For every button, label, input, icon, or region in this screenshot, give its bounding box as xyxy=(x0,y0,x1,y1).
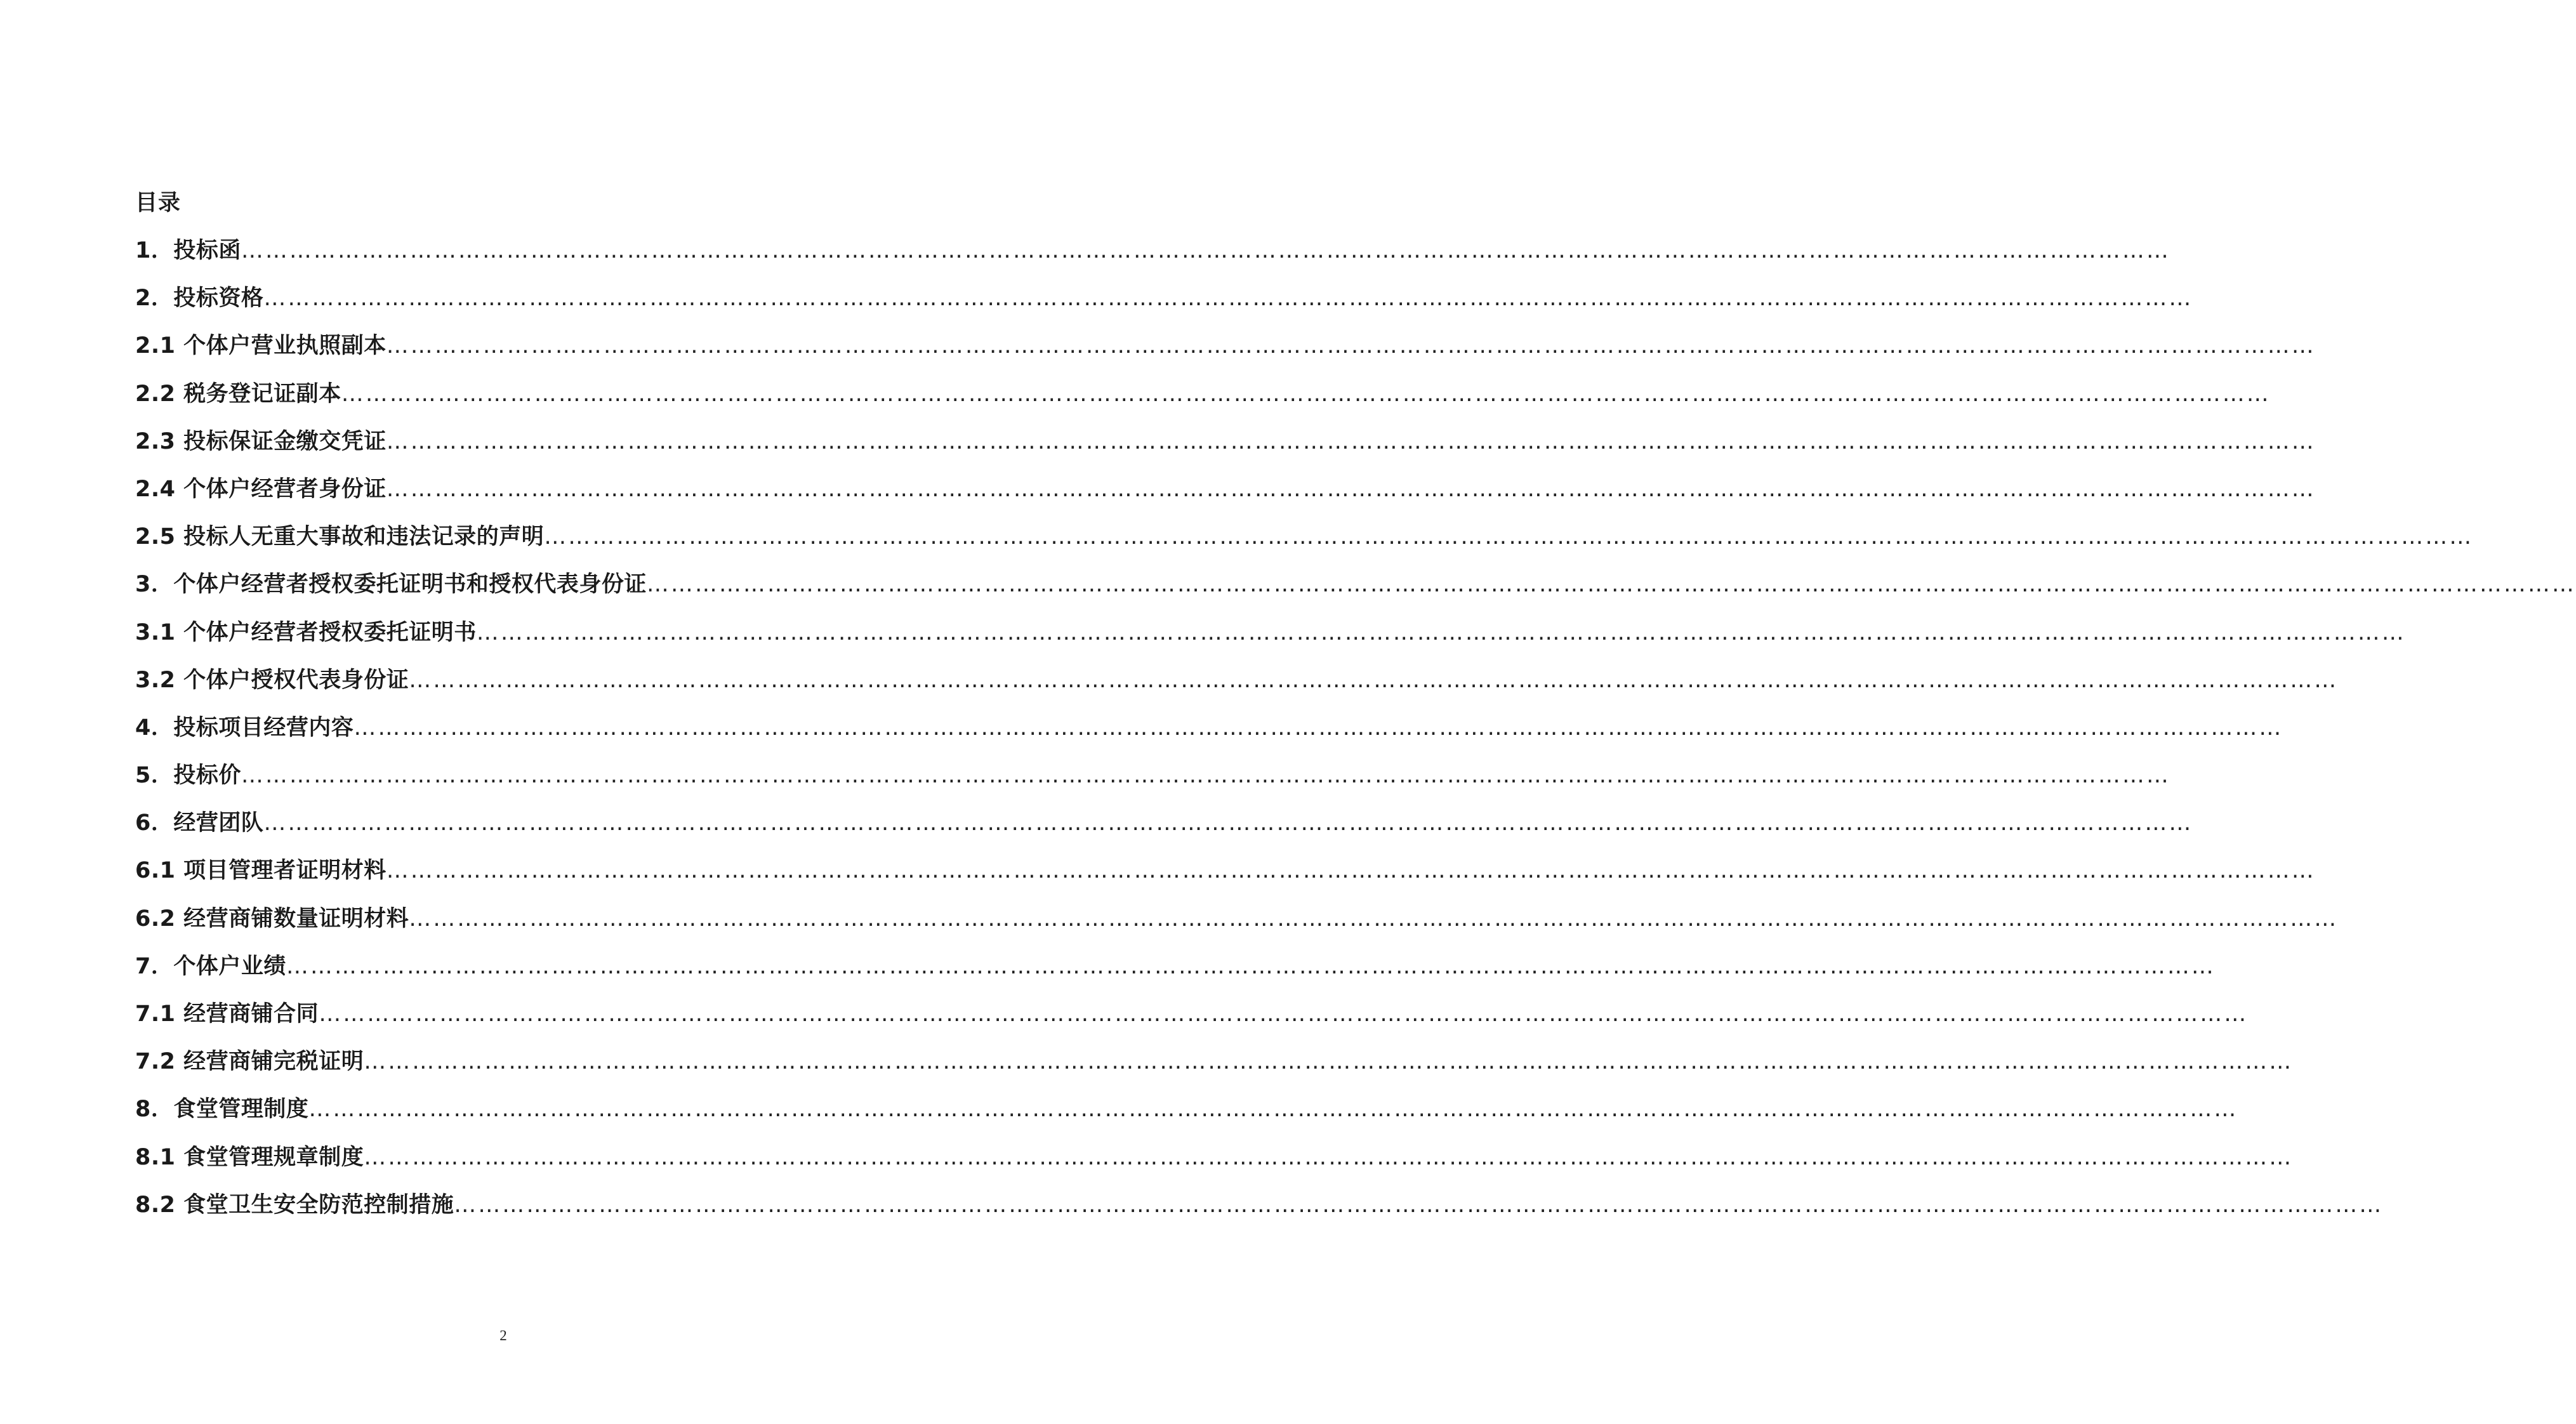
toc-entry xyxy=(135,561,2576,609)
toc-dot-leader: …………………………………………………………………………………………………………………………………………………………………………………………………………………… xyxy=(286,953,2216,979)
toc-dot-leader: …………………………………………………………………………………………………………………………………………………………………………………………………………………… xyxy=(308,1097,2238,1123)
toc-entry-label: 3．个体户经营者授权委托证明书和授权代表身份证 xyxy=(135,572,647,598)
toc-entry xyxy=(135,609,2406,657)
toc-entry-label: 8．食堂管理制度 xyxy=(135,1097,309,1123)
toc-dot-leader: …………………………………………………………………………………………………………………………………………………………………………………………………………………… xyxy=(646,572,2576,598)
toc-entry-label: 7．个体户业绩 xyxy=(135,953,286,979)
toc-dot-leader: …………………………………………………………………………………………………………………………………………………………………………………………………………………… xyxy=(263,810,2193,836)
toc-entry-label: 1．投标函 xyxy=(135,238,241,263)
toc-dot-leader: …………………………………………………………………………………………………………………………………………………………………………………………………………………… xyxy=(364,1144,2294,1170)
toc-dot-leader: …………………………………………………………………………………………………………………………………………………………………………………………………………………… xyxy=(263,286,2193,312)
toc-entry-label: 8.1 食堂管理规章制度 xyxy=(135,1144,364,1170)
toc-dot-leader: …………………………………………………………………………………………………………………………………………………………………………………………………………………… xyxy=(386,858,2316,884)
toc-dot-leader: …………………………………………………………………………………………………………………………………………………………………………………………………………………… xyxy=(409,906,2339,932)
toc-dot-leader: …………………………………………………………………………………………………………………………………………………………………………………………………………………… xyxy=(386,333,2316,359)
toc-entry-label: 2.1 个体户营业执照副本 xyxy=(135,333,386,359)
toc-entry xyxy=(135,895,2339,943)
toc-title: 目录 xyxy=(135,190,182,216)
toc-entry xyxy=(135,943,2216,991)
toc-entry-label: 3.1 个体户经营者授权委托证明书 xyxy=(135,619,477,645)
toc-entry-label: 4．投标项目经营内容 xyxy=(135,715,354,741)
toc-entry-label: 5．投标价 xyxy=(135,763,241,789)
page-number: 2 xyxy=(499,1328,507,1343)
toc-dot-leader: …………………………………………………………………………………………………………………………………………………………………………………………………………………… xyxy=(544,524,2474,550)
toc-dot-leader: …………………………………………………………………………………………………………………………………………………………………………………………………………………… xyxy=(409,667,2339,693)
toc-entry-label: 3.2 个体户授权代表身份证 xyxy=(135,667,409,693)
toc-entry xyxy=(135,227,2170,275)
toc-entry xyxy=(135,1134,2294,1182)
toc-entry xyxy=(135,657,2339,704)
toc-entry xyxy=(135,800,2193,847)
toc-dot-leader: …………………………………………………………………………………………………………………………………………………………………………………………………………………… xyxy=(386,476,2316,502)
toc-entry-label: 7.1 经营商铺合同 xyxy=(135,1001,319,1027)
toc-dot-leader: …………………………………………………………………………………………………………………………………………………………………………………………………………………… xyxy=(386,428,2316,454)
toc-entry xyxy=(135,704,2283,752)
toc-dot-leader: …………………………………………………………………………………………………………………………………………………………………………………………………………………… xyxy=(241,238,2170,263)
toc-dot-leader: …………………………………………………………………………………………………………………………………………………………………………………………………………………… xyxy=(341,381,2271,407)
toc-entry-label: 2.5 投标人无重大事故和违法记录的声明 xyxy=(135,524,545,550)
toc-entry-label: 8.2 食堂卫生安全防范控制措施 xyxy=(135,1192,454,1218)
toc-entry xyxy=(135,371,2271,418)
toc-entry-label: 2.2 税务登记证副本 xyxy=(135,381,341,407)
toc-dot-leader: …………………………………………………………………………………………………………………………………………………………………………………………………………………… xyxy=(241,763,2170,789)
toc-entry-label: 6．经营团队 xyxy=(135,810,264,836)
toc-entry-label: 6.1 项目管理者证明材料 xyxy=(135,858,386,884)
toc-dot-leader: …………………………………………………………………………………………………………………………………………………………………………………………………………………… xyxy=(476,619,2406,645)
toc-dot-leader: …………………………………………………………………………………………………………………………………………………………………………………………………………………… xyxy=(454,1192,2384,1218)
toc-entry xyxy=(135,991,2249,1038)
toc-entry xyxy=(135,418,2316,466)
toc-dot-leader: …………………………………………………………………………………………………………………………………………………………………………………………………………………… xyxy=(364,1049,2294,1075)
toc-dot-leader: …………………………………………………………………………………………………………………………………………………………………………………………………………………… xyxy=(353,715,2283,741)
toc-entry xyxy=(135,1038,2294,1086)
toc-entry xyxy=(135,513,2474,561)
toc-dot-leader: …………………………………………………………………………………………………………………………………………………………………………………………………………………… xyxy=(319,1001,2249,1027)
toc-entry-label: 7.2 经营商铺完税证明 xyxy=(135,1049,364,1075)
toc-entry xyxy=(135,466,2316,513)
toc-entry-label: 2．投标资格 xyxy=(135,286,264,312)
toc-entry xyxy=(135,1086,2238,1133)
table-of-contents xyxy=(135,180,2576,1229)
toc-entry xyxy=(135,752,2170,800)
toc-entry-label: 2.3 投标保证金缴交凭证 xyxy=(135,428,386,454)
toc-entry-label: 6.2 经营商铺数量证明材料 xyxy=(135,906,409,932)
toc-entry-label: 2.4 个体户经营者身份证 xyxy=(135,476,386,502)
toc-list xyxy=(135,227,2576,1229)
toc-entry xyxy=(135,847,2316,895)
toc-entry xyxy=(135,322,2316,370)
toc-entry xyxy=(135,275,2193,322)
toc-entry xyxy=(135,1182,2384,1229)
